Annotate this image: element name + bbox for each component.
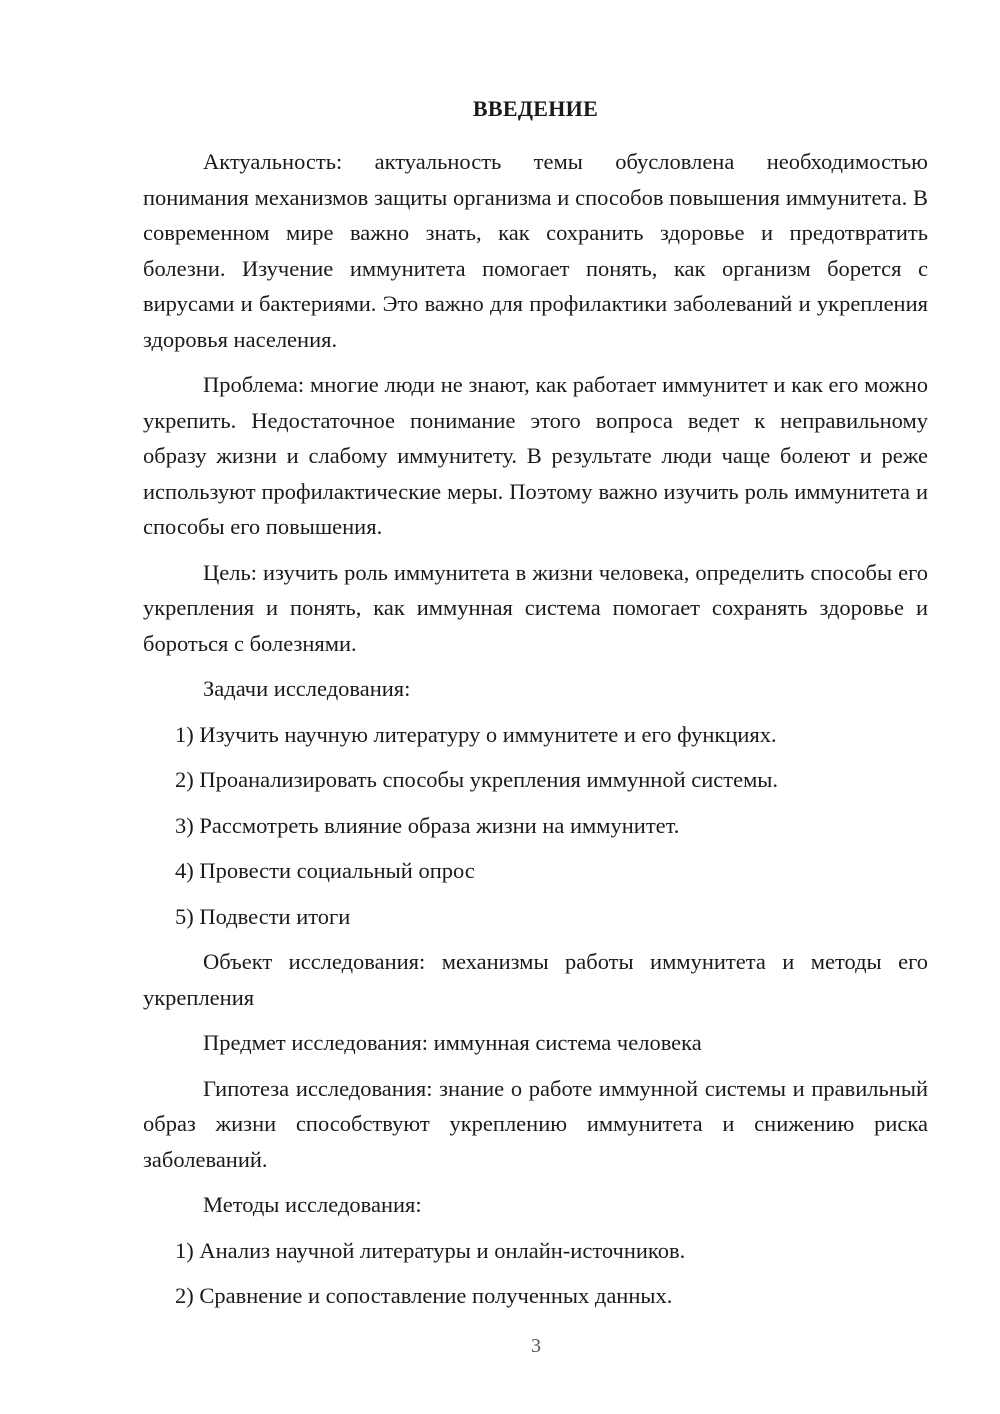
problem-paragraph: Проблема: многие люди не знают, как работает иммунитет и как его можно укрепить. Недостаточное понимание этого вопроса ведет к неправильному образу жизни и слабому иммунитету. В результате люди чаще болеют и реже используют профилактические меры. Поэтому важно изучить роль иммунитета и способы его повышения. bbox=[143, 372, 928, 539]
task-item: 1) Изучить научную литературу о иммунитете и его функциях. bbox=[175, 721, 777, 747]
task-item: 2) Проанализировать способы укрепления иммунной системы. bbox=[175, 767, 779, 792]
page-number: 3 bbox=[531, 1335, 541, 1357]
methods-label: Методы исследования: bbox=[203, 1192, 422, 1217]
goal-paragraph: Цель: изучить роль иммунитета в жизни человека, определить способы его укрепления и понять, как иммунная система помогает сохранять здоровье и бороться с болезнями. bbox=[143, 559, 928, 656]
method-item: 2) Сравнение и сопоставление полученных данных. bbox=[175, 1283, 673, 1308]
relevance-paragraph: Актуальность: актуальность темы обусловлена необходимостью понимания механизмов защиты организма и способов повышения иммунитета. В современном мире важно знать, как сохранить здоровье и предотвратить болезни. Изучение иммунитета помогает понять, как организм борется с вирусами и бактериями. Это важно для профилактики заболеваний и укрепления здоровья населения. bbox=[143, 149, 928, 352]
section-title: ВВЕДЕНИЕ bbox=[472, 96, 599, 121]
methods-list bbox=[143, 1233, 928, 1314]
task-item: 5) Подвести итоги bbox=[175, 903, 351, 929]
tasks-list bbox=[143, 717, 928, 935]
object-paragraph: Объект исследования: механизмы работы иммунитета и методы его укрепления bbox=[143, 949, 928, 1010]
method-item: 1) Анализ научной литературы и онлайн-источников. bbox=[175, 1237, 686, 1263]
hypothesis-paragraph: Гипотеза исследования: знание о работе иммунной системы и правильный образ жизни способствуют укреплению иммунитета и снижению риска заболеваний. bbox=[143, 1075, 928, 1172]
tasks-label: Задачи исследования: bbox=[203, 676, 411, 701]
task-item: 4) Провести социальный опрос bbox=[175, 858, 475, 883]
subject-paragraph: Предмет исследования: иммунная система человека bbox=[203, 1030, 702, 1055]
task-item: 3) Рассмотреть влияние образа жизни на иммунитет. bbox=[175, 812, 680, 838]
